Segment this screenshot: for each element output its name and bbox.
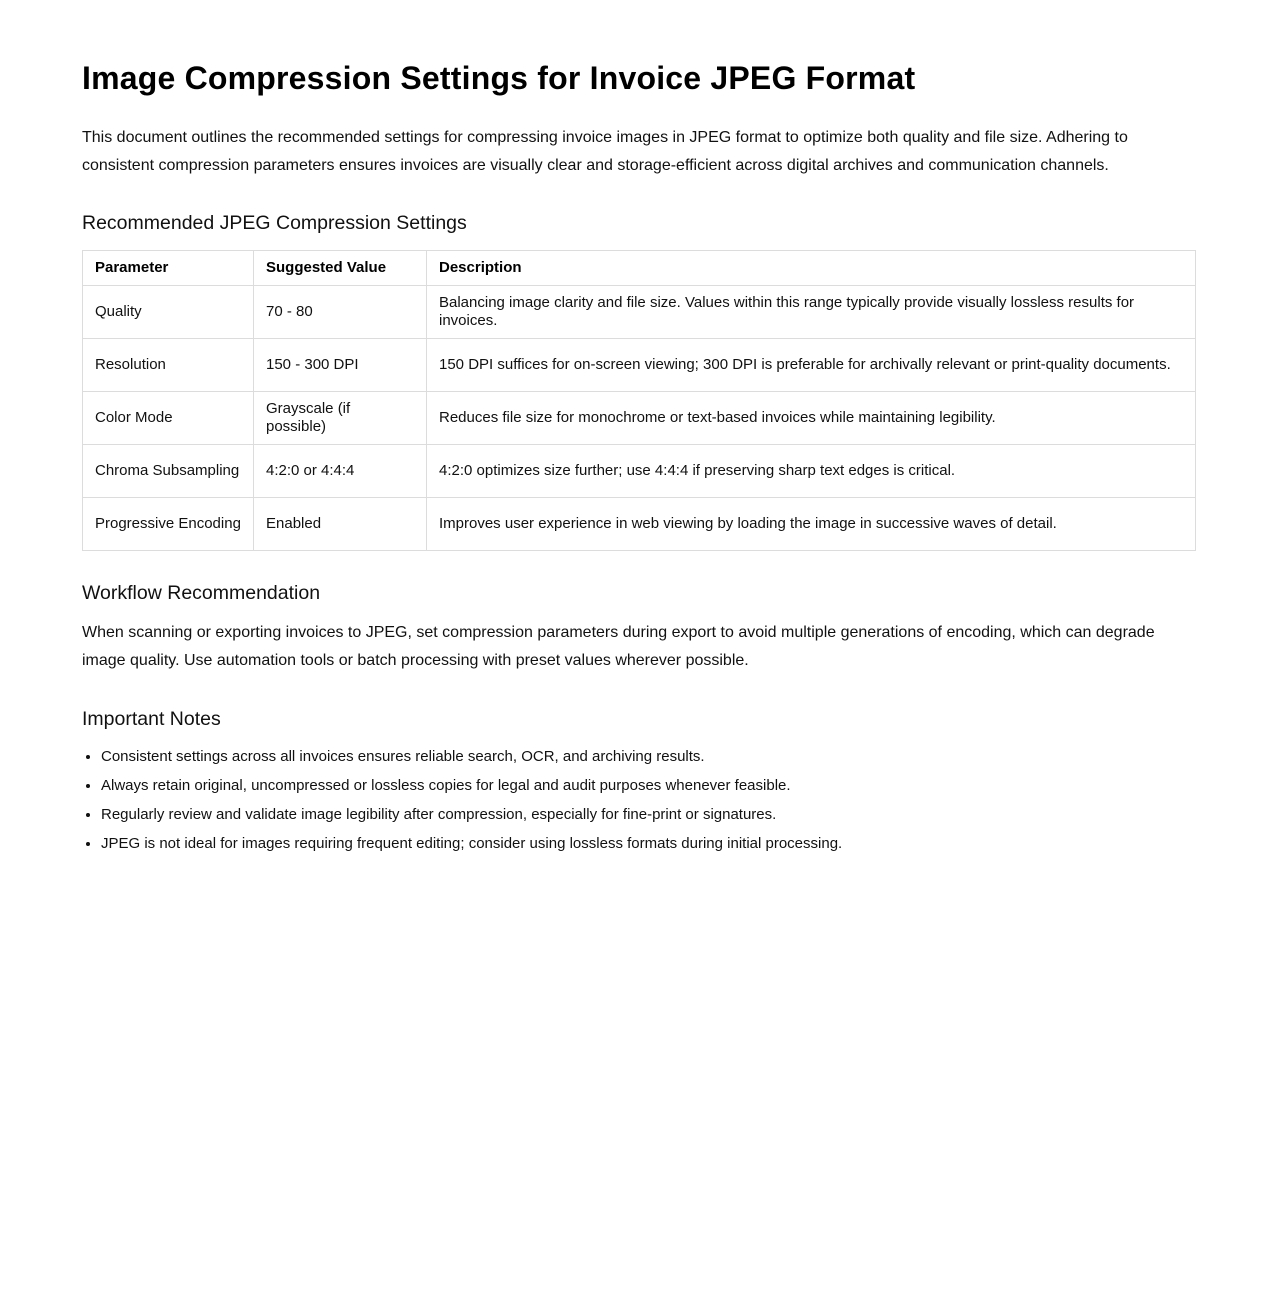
list-item: • Consistent settings across all invoices ensures reliable search, OCR, and archiving results. (101, 748, 1196, 766)
page-title: Image Compression Settings for Invoice JPEG Format (82, 60, 916, 96)
table-row (83, 445, 1196, 498)
table-row (83, 392, 1196, 445)
cell-description: 150 DPI suffices for on-screen viewing; 300 DPI is preferable for archivally relevant or print-quality documents. (427, 339, 1196, 392)
column-header-parameter: Parameter (83, 251, 254, 286)
workflow-paragraph: When scanning or exporting invoices to JPEG, set compression parameters during export to avoid multiple generations of encoding, which can degrade image quality. Use automation tools or batch processing with preset values wherever possible. (82, 624, 1155, 669)
list-item: • Regularly review and validate image legibility after compression, especially for fine-print or signatures. (101, 806, 1196, 824)
column-header-description: Description (427, 251, 1196, 286)
intro-paragraph: This document outlines the recommended settings for compressing invoice images in JPEG format to optimize both quality and file size. Adhering to consistent compression parameters ensures invoices are visually clear and storage-efficient across digital archives and communication channels. (82, 129, 1128, 174)
cell-parameter: Progressive Encoding (83, 498, 254, 551)
list-item: • Always retain original, uncompressed or lossless copies for legal and audit purposes whenever feasible. (101, 777, 1196, 795)
notes-list (82, 748, 1196, 853)
cell-value: 4:2:0 or 4:4:4 (254, 445, 427, 498)
cell-description: 4:2:0 optimizes size further; use 4:4:4 if preserving sharp text edges is critical. (427, 445, 1196, 498)
cell-description: Reduces file size for monochrome or text-based invoices while maintaining legibility. (427, 392, 1196, 445)
cell-parameter: Resolution (83, 339, 254, 392)
settings-heading: Recommended JPEG Compression Settings (82, 212, 467, 234)
table-row (83, 286, 1196, 339)
cell-description: Balancing image clarity and file size. Values within this range typically provide visually lossless results for invoices. (427, 286, 1196, 339)
settings-table (82, 250, 1196, 551)
cell-parameter: Color Mode (83, 392, 254, 445)
workflow-heading: Workflow Recommendation (82, 582, 321, 604)
cell-value: 150 - 300 DPI (254, 339, 427, 392)
cell-value: 70 - 80 (254, 286, 427, 339)
cell-parameter: Quality (83, 286, 254, 339)
notes-heading: Important Notes (82, 708, 221, 730)
table-header-row (83, 251, 1196, 286)
cell-value: Grayscale (if possible) (254, 392, 427, 445)
cell-description: Improves user experience in web viewing by loading the image in successive waves of detail. (427, 498, 1196, 551)
cell-value: Enabled (254, 498, 427, 551)
table-row (83, 339, 1196, 392)
list-item: • JPEG is not ideal for images requiring frequent editing; consider using lossless formats during initial processing. (101, 835, 1196, 853)
table-row (83, 498, 1196, 551)
cell-parameter: Chroma Subsampling (83, 445, 254, 498)
column-header-suggested-value: Suggested Value (254, 251, 427, 286)
